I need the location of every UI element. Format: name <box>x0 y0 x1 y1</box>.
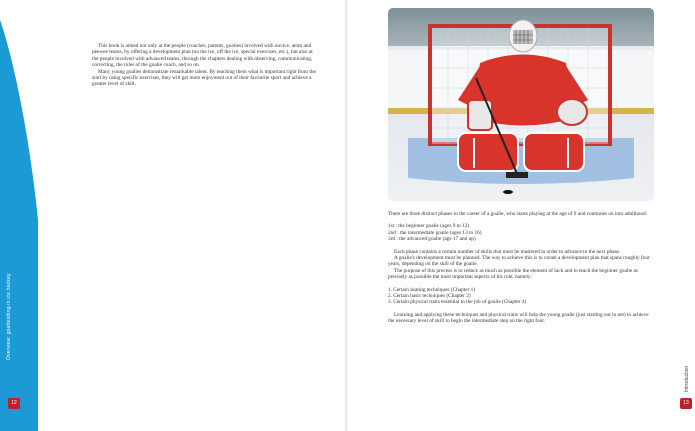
left-side-title: Overview: goaltending in ice hockey <box>6 273 12 360</box>
blue-side-band <box>0 0 40 431</box>
phase-list <box>388 223 654 242</box>
closing-paragraph: Learning and applying these techniques and physical traits will help the young goalie (just starting out in net) to achieve the necessary level of skill to begin the intermediate step on the right foot. <box>388 311 649 325</box>
intro-paragraph: There are three distinct phases in the career of a goalie, who starts playing at the age of 9 and continues on into adulthood: <box>388 211 648 217</box>
left-page <box>0 0 347 431</box>
list-item: 3rd : the advanced goalie (age 17 and up) <box>388 236 476 243</box>
left-body-text <box>92 43 320 88</box>
right-paragraph: A goalie's development must be planned. The way to achieve this is to create a development plan that spans roughly four years, depending on the skill of the goalie. <box>388 255 650 268</box>
aspect-list <box>388 287 654 306</box>
list-item: 1st : the beginner goalie (ages 9 to 12) <box>388 223 470 230</box>
left-page-number: 12 <box>8 398 20 409</box>
right-body-text <box>388 211 654 325</box>
list-item: 2nd : the intermediate goalie (ages 13 to 16) <box>388 229 482 236</box>
right-paragraph: Each phase contains a certain number of skills that must be mastered in order to advance to the next phase. <box>394 248 621 255</box>
list-item: 3. Certain physical traits essential to the job of goalie (Chapter 4) <box>388 299 527 306</box>
left-paragraph: This book is aimed not only at the people (coaches, parents, goalies) involved with novice, atom and peewee teams, by offering a development plan (on the ice, off the ice, special exercises, etc.), but also at the people involved with advanced teams, through the chapters dealing with observing, communicating, correcting, the roles of the goalie coach, and so on. <box>92 43 313 69</box>
right-page-number: 13 <box>680 398 692 409</box>
goalie-photo <box>388 8 654 201</box>
list-item: 2. Certain basic techniques (Chapter 2) <box>388 293 471 300</box>
right-side-title: Introduction <box>684 365 690 392</box>
left-paragraph: Many young goalies demonstrate remarkable talent. By teaching them what is important right from the start by using specific exercises, they will get more enjoyment out of their favourite sport and achieve a greater level of skill. <box>92 68 316 88</box>
right-paragraph: The purpose of this process is to reduce as much as possible the element of luck and to teach the beginner goalie as precisely as possible the most important aspects of his role, namely: <box>388 267 638 281</box>
list-item: 1. Certain skating techniques (Chapter 1) <box>388 286 476 293</box>
